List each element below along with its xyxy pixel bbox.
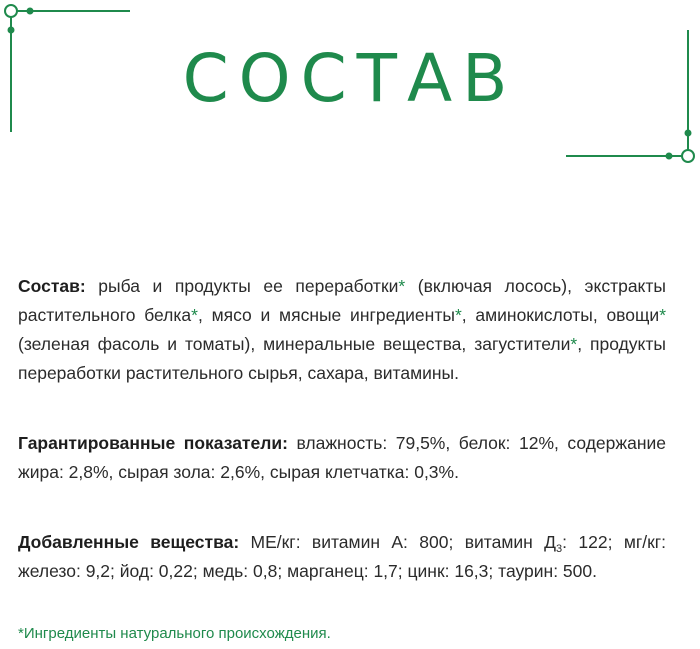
vitamin-d-subscript: 3 [556,543,563,555]
guaranteed-label: Гарантированные показатели: [18,433,288,453]
composition-text-6: , продукты переработки растительного сырья, сахара, витамины. [18,334,666,383]
composition-label: Состав: [18,276,86,296]
composition-text-2: (включая лосось), экстракты растительного белка [18,276,666,325]
asterisk-mark: * [454,305,462,325]
composition-text-1: рыба и продукты ее переработки [85,276,399,296]
additives-label: Добавленные вещества: [18,532,240,552]
asterisk-mark: * [191,305,198,325]
composition-text-3: , мясо и мясные ингредиенты [197,305,455,325]
composition-text-4: , аминокислоты, овощи [461,305,660,325]
asterisk-mark: * [398,276,406,296]
asterisk-mark: * [659,305,667,325]
guaranteed-text: влажность: 79,5%, белок: 12%, содержание жира: 2,8%, сырая зола: 2,6%, сырая клетчатка: 0,3%. [18,433,667,482]
asterisk-mark: * [570,334,578,354]
additives-text-2: : 122; мг/кг: железо: 9,2; йод: 0,22; медь: 0,8; марганец: 1,7; цинк: 16,3; таурин: 500. [18,532,666,581]
guaranteed-paragraph [18,429,666,487]
footnote: *Ингредиенты натурального происхождения. [18,625,331,642]
page-title: СОСТАВ [182,40,518,117]
additives-paragraph [18,528,666,586]
composition-paragraph [18,272,666,388]
composition-text-5: (зеленая фасоль и томаты), минеральные вещества, загустители [18,334,571,354]
additives-text-1: МЕ/кг: витамин А: 800; витамин Д [239,532,557,552]
